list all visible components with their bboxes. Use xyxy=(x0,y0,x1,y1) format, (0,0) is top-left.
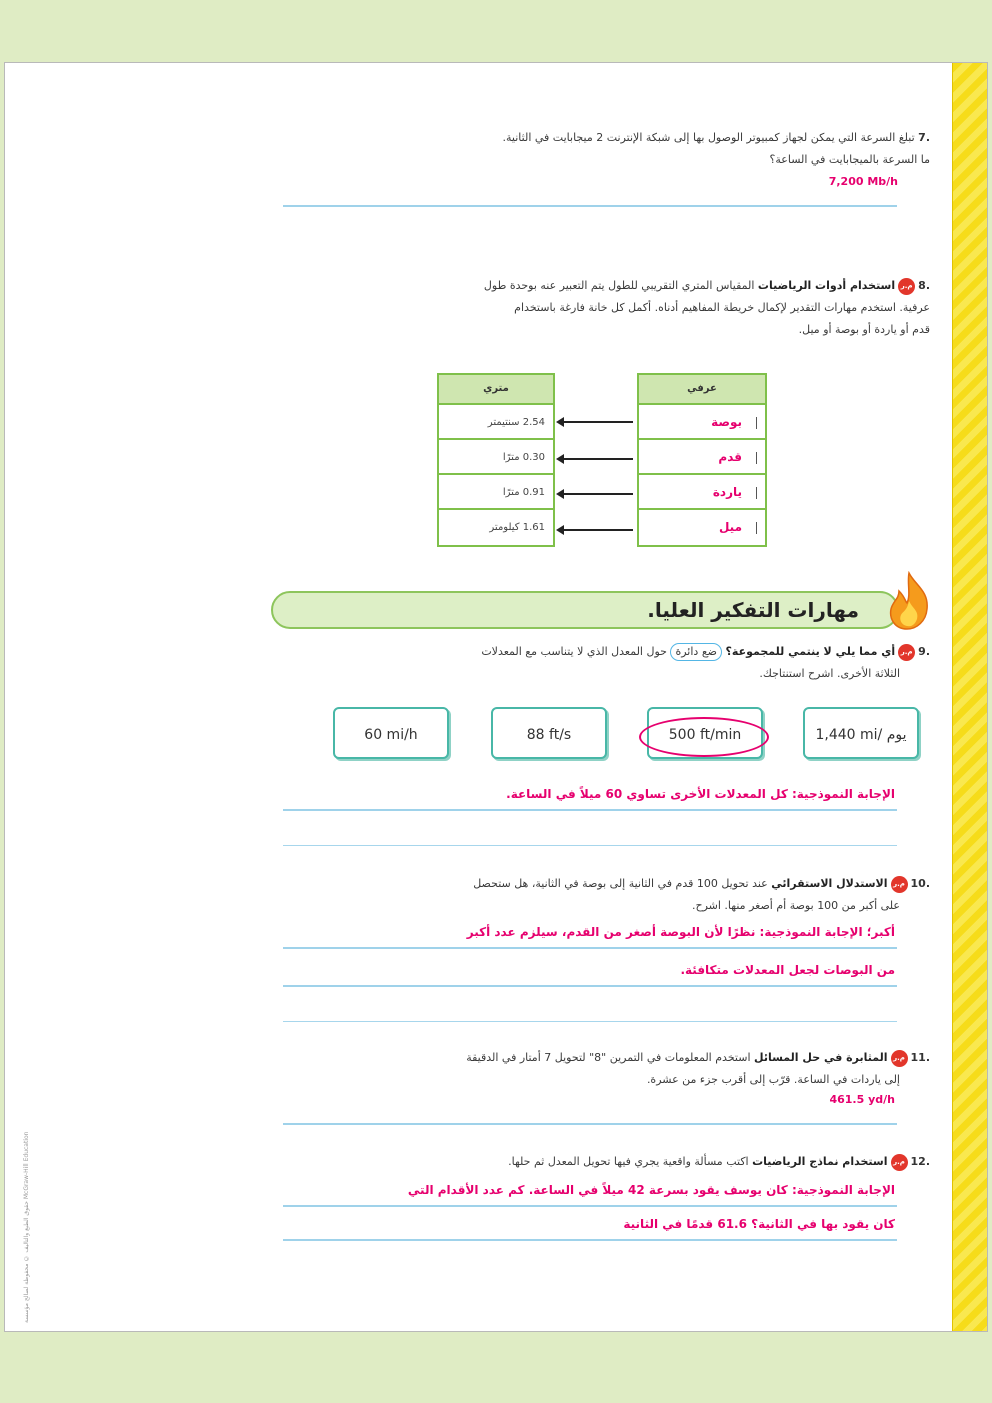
answer-text: 461.5 yd/h xyxy=(829,1093,895,1106)
question-text: على أكبر من 100 بوصة أم أصغر منها. اشرح. xyxy=(692,899,900,912)
practice-badge-icon: م.ر xyxy=(898,278,915,295)
copyright-note: حقوق الطبع والتأليف © محفوظة لصالح مؤسسة McGraw-Hill Education xyxy=(23,1131,30,1323)
question-text: عرفية. استخدم مهارات التقدير لإكمال خريطة المفاهيم أدناه. أكمل كل خانة فارغة باستخدام xyxy=(514,301,930,314)
metric-table xyxy=(437,373,555,547)
customary-header: عرفي xyxy=(639,375,765,405)
answer-line xyxy=(283,809,897,811)
question-title: المثابرة في حل المسائل xyxy=(754,1051,888,1064)
customary-table xyxy=(637,373,767,547)
higher-order-thinking-banner xyxy=(271,591,899,629)
rate-choice[interactable]: 60 mi/h xyxy=(333,707,449,759)
rate-choice[interactable]: 88 ft/s xyxy=(491,707,607,759)
practice-badge-icon: م.ر xyxy=(891,876,908,893)
answer-line xyxy=(283,947,897,949)
question-8 xyxy=(275,275,930,341)
question-7 xyxy=(275,127,930,193)
question-text: تبلغ السرعة التي يمكن لجهاز كمبيوتر الوصول بها إلى شبكة الإنترنت 2 ميجابايت في الثانية. xyxy=(502,131,915,144)
question-number: .11 xyxy=(910,1051,930,1064)
customary-cell: بوصة xyxy=(639,405,765,440)
arrow-icon xyxy=(563,493,633,495)
question-number: .7 xyxy=(918,131,930,144)
arrow-icon xyxy=(563,529,633,531)
circle-hint: ضع دائرة xyxy=(670,643,722,661)
answer-line xyxy=(283,205,897,207)
practice-badge-icon: م.ر xyxy=(891,1050,908,1067)
answer-line xyxy=(283,985,897,987)
practice-badge-icon: م.ر xyxy=(898,644,915,661)
rate-choice[interactable]: 1,440 mi/ يوم xyxy=(803,707,919,759)
answer-line xyxy=(283,1239,897,1241)
answer-line xyxy=(283,845,897,846)
question-title: الاستدلال الاستقرائي xyxy=(771,877,888,890)
question-text: عند تحويل 100 قدم في الثانية إلى بوصة في الثانية، هل ستحصل xyxy=(473,877,768,890)
arrow-icon xyxy=(563,421,633,423)
worksheet-page xyxy=(4,62,988,1332)
answer-text: الإجابة النموذجية: كان يوسف يقود بسرعة 42 ميلاً في الساعة. كم عدد الأقدام التي xyxy=(407,1183,895,1197)
question-number: .10 xyxy=(910,877,930,890)
question-title: أي مما يلي لا ينتمي للمجموعة؟ xyxy=(725,645,896,658)
answer-text: أكبر؛ الإجابة النموذجية: نظرًا لأن البوصة أصغر من القدم، سيلزم عدد أكبر xyxy=(466,925,895,939)
answer-text: كان يقود بها في الثانية؟ 61.6 قدمًا في الثانية xyxy=(623,1217,895,1231)
question-text: الثلاثة الأخرى. اشرح استنتاجك. xyxy=(759,667,900,680)
section-title: مهارات التفكير العليا. xyxy=(647,598,859,622)
answer-text: 7,200 Mb/h xyxy=(828,175,898,188)
flame-icon xyxy=(885,571,933,631)
arrow-icon xyxy=(563,458,633,460)
metric-header: متري xyxy=(439,375,553,405)
question-number: .8 xyxy=(918,279,930,292)
question-text: اكتب مسألة واقعية يجري فيها تحويل المعدل ثم حلها. xyxy=(508,1155,749,1168)
metric-cell: 1.61 كيلومتر xyxy=(489,522,545,533)
customary-cell: قدم xyxy=(639,440,765,475)
metric-cell: 2.54 سنتيمتر xyxy=(439,405,553,440)
question-10 xyxy=(275,873,930,917)
metric-cell: 0.91 مترًا xyxy=(439,475,553,510)
question-text: المقياس المتري التقريبي للطول يتم التعبير عنه بوحدة طول xyxy=(483,279,755,292)
answer-text: الإجابة النموذجية: كل المعدلات الأخرى تساوي 60 ميلاً في الساعة. xyxy=(506,787,895,801)
answer-line xyxy=(283,1123,897,1125)
practice-badge-icon: م.ر xyxy=(891,1154,908,1171)
question-text: ما السرعة بالميجابايت في الساعة؟ xyxy=(769,153,930,166)
answer-line xyxy=(283,1021,897,1022)
selection-circle xyxy=(639,717,769,757)
question-title: استخدام نماذج الرياضيات xyxy=(752,1155,888,1168)
question-number: .9 xyxy=(918,645,930,658)
question-9 xyxy=(275,641,930,685)
question-12 xyxy=(275,1151,930,1173)
question-text: حول المعدل الذي لا يتناسب مع المعدلات xyxy=(481,645,667,658)
question-text: إلى ياردات في الساعة. قرّب إلى أقرب جزء من عشرة. xyxy=(646,1073,900,1086)
question-text: استخدم المعلومات في التمرين "8" لتحويل 7 أمتار في الدقيقة xyxy=(466,1051,751,1064)
question-number: .12 xyxy=(910,1155,930,1168)
question-text: قدم أو ياردة أو بوصة أو ميل. xyxy=(798,323,930,336)
question-11 xyxy=(275,1047,930,1091)
rate-choice[interactable]: 500 ft/min xyxy=(647,707,763,759)
answer-line xyxy=(283,1205,897,1207)
metric-cell: 0.30 مترًا xyxy=(439,440,553,475)
customary-cell: ياردة xyxy=(639,475,765,510)
answer-text: من البوصات لجعل المعدلات متكافئة. xyxy=(680,963,895,977)
question-title: استخدام أدوات الرياضيات xyxy=(757,279,896,292)
side-stripe xyxy=(952,63,987,1331)
customary-cell: ميل xyxy=(639,510,765,545)
